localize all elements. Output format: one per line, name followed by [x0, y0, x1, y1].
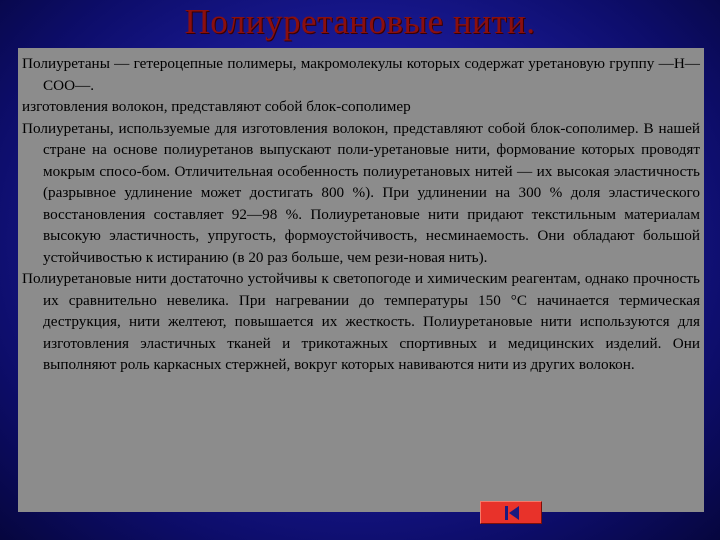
title-bar — [0, 0, 720, 48]
skip-to-first-icon — [502, 505, 522, 521]
content-box — [18, 48, 704, 512]
slide-title: Полиуретановые нити. — [184, 2, 536, 41]
paragraph-usage: Полиуретановые нити достаточно устойчивы к светопогоде и химическим реагентам, однако прочность их сравнительно невелика. При нагревании до температуры 150 °С начинается термическая деструкция, нити желтеют, повышается их жесткость. Полиуретановые нити используются для изготовления эластичных тканей и трикотажных спортивных и медицинских изделий. Они выполняют роль каркасных стержней, вокруг которых навиваются нити из других волокон. — [22, 270, 700, 373]
first-slide-button[interactable] — [480, 501, 542, 524]
paragraph-fragment: изготовления волокон, представляют собой блок-сополимер — [22, 98, 411, 115]
paragraph-definition: Полиуретаны — гетероцепные полимеры, макромолекулы которых содержат уретановую группу —Н—СОО—. — [22, 55, 700, 94]
paragraph-properties: Полиуретаны, используемые для изготовления волокон, представляют собой блок-сополимер. В нашей стране на основе полиуретанов выпускают поли-уретановые нити, формование которых проводят мокрым спосо-бом. Отличительная особенность полиуретановых нитей — их высокая эластичность (разрывное удлинение может достигать 800 %). При удлинении на 300 % доля эластического восстановления составляет 92—98 %. Полиуретановые нити придают текстильным материалам высокую эластичность, упругость, формоустойчивость, несминаемость. Они обладают большой устойчивостью к истиранию (в 20 раз больше, чем рези-новая нить). — [22, 119, 700, 266]
